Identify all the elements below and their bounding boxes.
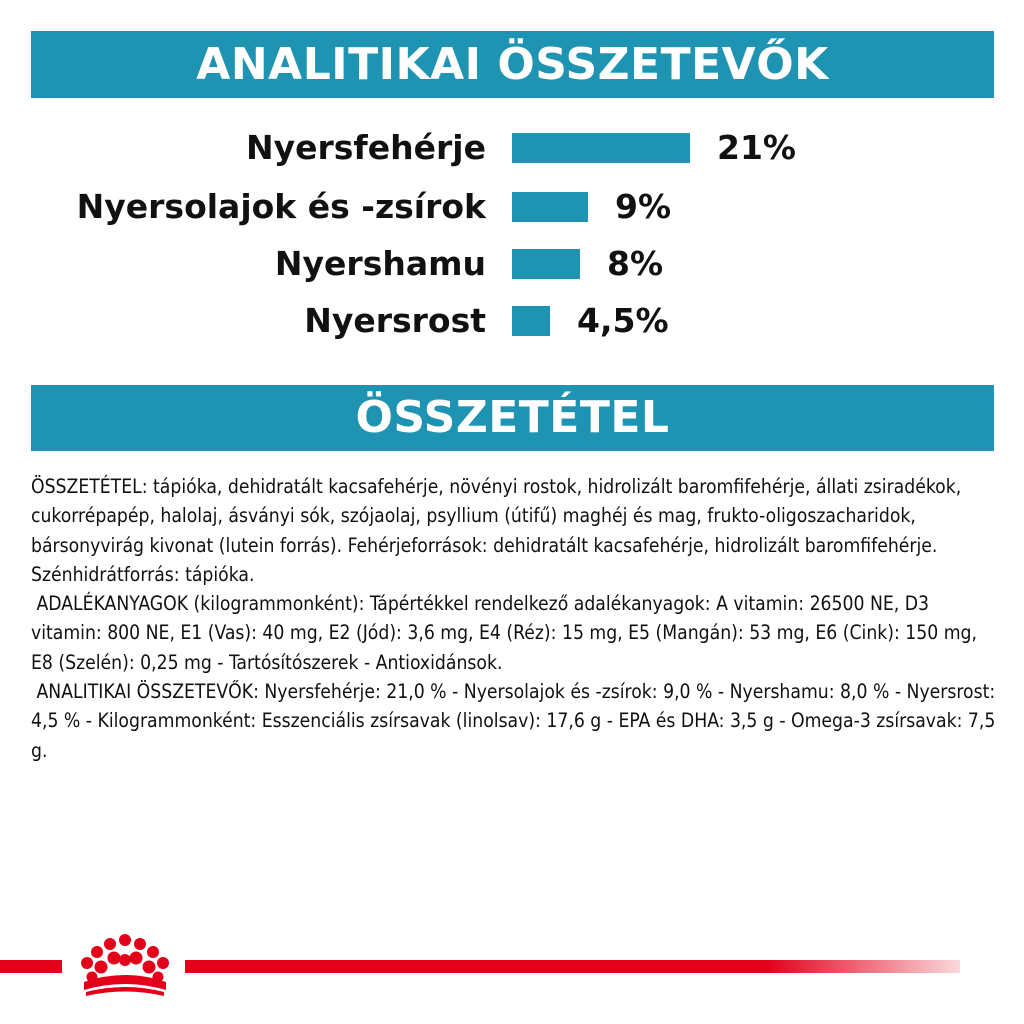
bar-row [0,301,1024,341]
bar-label: Nyershamu [274,244,486,283]
bar-value: 8% [607,244,664,283]
royal-canin-crown-icon [70,930,180,1000]
brand-footer [0,930,1024,1000]
additives-paragraph: ADALÉKANYAGOK (kilogrammonként): Tápértékkel rendelkező adalékanyagok: A vitamin: 26500 NE, D3 vitamin: 800 NE, E1 (Vas): 40 mg, E2 (Jód): 3,6 mg, E4 (Réz): 15 mg, E5 (Mangán): 53 mg, E6 (Cink): 150 mg, E8 (Szelén): 0,25 mg - Tartósítószerek - Antioxidánsok. [31,592,983,674]
bar-value: 9% [615,187,672,226]
composition-header: ÖSSZETÉTEL [31,385,994,451]
bar-row [0,128,1024,168]
bar [512,306,550,336]
bar [512,249,580,279]
bar-label: Nyersfehérje [245,128,486,167]
bar-row [0,244,1024,284]
analytics-bar-chart [0,124,1024,354]
composition-paragraph: ÖSSZETÉTEL: tápióka, dehidratált kacsafehérje, növényi rostok, hidrolizált baromfifehérje, állati zsiradékok, cukorrépapép, halolaj, ásványi sók, szójaolaj, psyllium (útifű) maghéj és mag, frukto-oligoszacharidok, bársonyvirág kivonat (lutein forrás). Fehérjeforrások: dehidratált kacsafehérje, hidrolizált baromfifehérje. Szénhidrátforrás: tápióka. [31,475,967,586]
bar [512,192,588,222]
red-rule-right [185,960,960,973]
bar-label: Nyersrost [304,301,486,340]
composition-text [31,472,1001,765]
analytics-paragraph: ANALITIKAI ÖSSZETEVŐK: Nyersfehérje: 21,0 % - Nyersolajok és -zsírok: 9,0 % - Nyershamu: 8,0 % - Nyersrost: 4,5 % - Kilogrammonként: Esszenciális zsírsavak (linolsav): 17,6 g - EPA és DHA: 3,5 g - Omega-3 zsírsavak: 7,5 g. [31,680,1001,762]
red-rule-left [0,960,62,973]
bar-label: Nyersolajok és -zsírok [76,187,486,226]
analytics-header: ANALITIKAI ÖSSZETEVŐK [31,31,994,98]
bar-value: 4,5% [577,301,669,340]
bar [512,133,690,163]
bar-value: 21% [717,128,796,167]
bar-row [0,187,1024,227]
